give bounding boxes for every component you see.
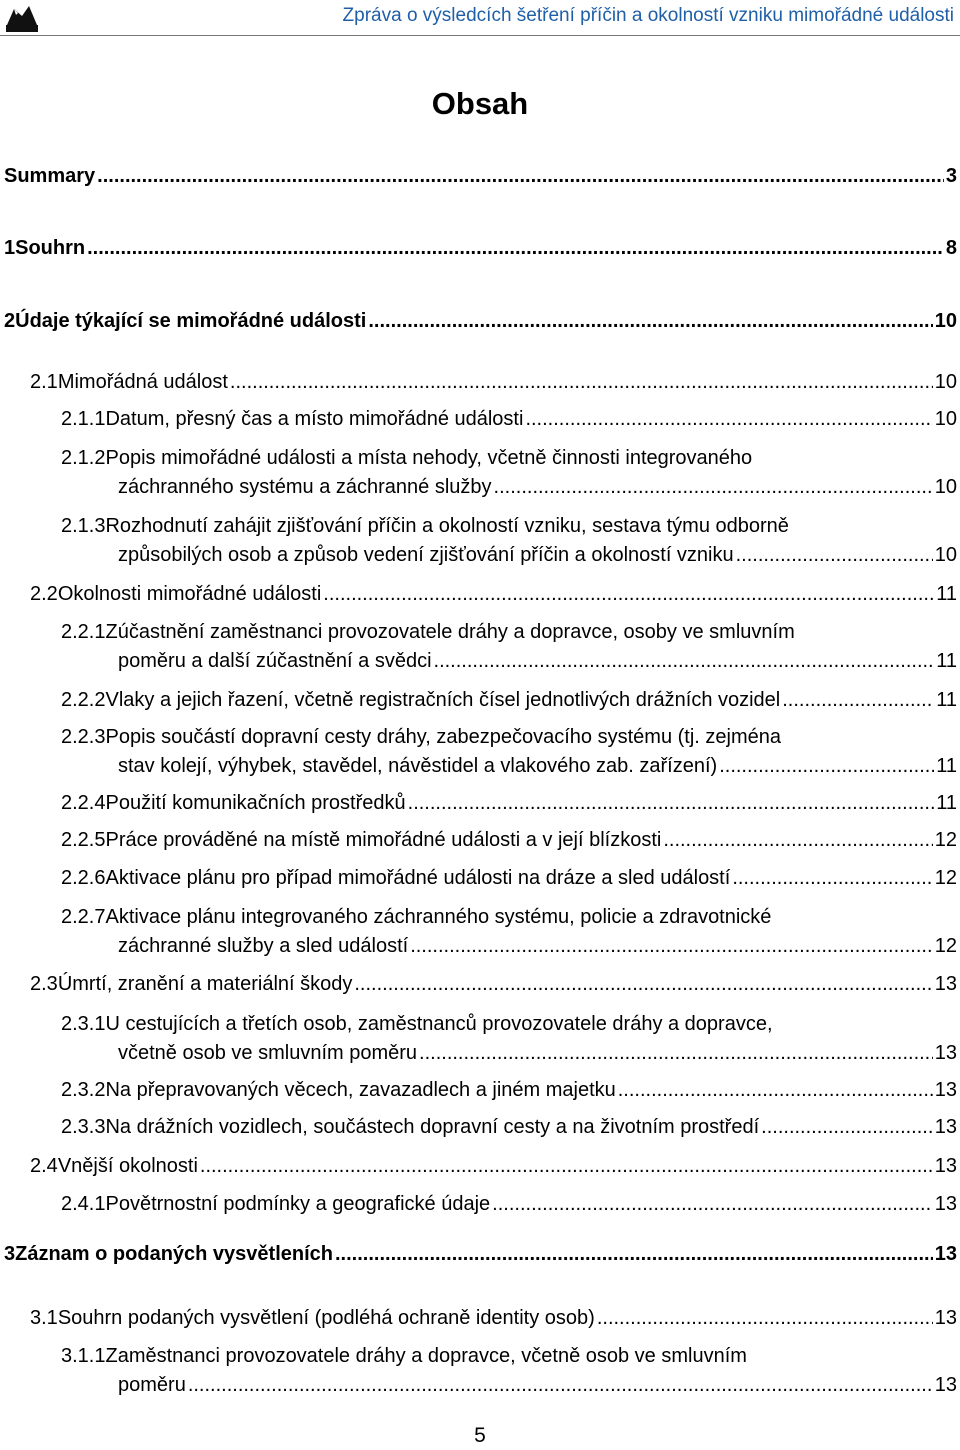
toc-entry-number: 2.4.1: [61, 1193, 106, 1215]
toc-entry-line: [61, 473, 957, 502]
toc-entry-number: 2.4: [30, 1155, 58, 1177]
toc-dot-leader: [335, 1240, 933, 1269]
toc-entry-number: 2.1.3: [61, 515, 106, 537]
toc-entry-title: Okolnosti mimořádné události: [57, 583, 322, 605]
toc-entry[interactable]: [61, 512, 957, 570]
toc-entry-page: 11: [936, 792, 957, 814]
toc-entry-title: Úmrtí, zranění a materiální škody: [57, 973, 353, 995]
toc-entry-title: stav kolejí, výhybek, stavědel, návěstidel a vlakového zab. zařízení): [118, 755, 718, 777]
toc-entry-page: 13: [934, 973, 957, 995]
toc-entry[interactable]: [61, 864, 957, 893]
toc-dot-leader: [87, 234, 944, 263]
toc-dot-leader: [492, 1190, 933, 1219]
toc-entry-line: [61, 1039, 957, 1068]
toc-dot-leader: [525, 405, 932, 434]
toc-entry-line: [30, 1304, 957, 1333]
toc-entry[interactable]: [61, 1076, 957, 1105]
toc-dot-leader: [368, 307, 932, 336]
toc-entry-title: Datum, přesný čas a místo mimořádné události: [105, 408, 524, 430]
toc-entry-page: 11: [936, 583, 957, 605]
toc-entry-line: [61, 1113, 957, 1142]
toc-entry-page: 11: [936, 689, 957, 711]
toc-entry[interactable]: [61, 405, 957, 434]
toc-entry-page: 13: [934, 1042, 957, 1064]
toc-dot-leader: [618, 1076, 933, 1105]
toc-entry-title: Údaje týkající se mimořádné události: [15, 310, 367, 332]
toc-dot-leader: [419, 1039, 933, 1068]
toc-entry-page: 10: [934, 476, 957, 498]
toc-entry-number: 2.3.3: [61, 1116, 106, 1138]
toc-entry-title: Povětrnostní podmínky a geografické údaje: [105, 1193, 491, 1215]
toc-entry-page: 11: [936, 755, 957, 777]
toc-entry[interactable]: [61, 686, 957, 715]
toc-entry-line: [61, 1190, 957, 1219]
toc-entry[interactable]: [61, 1113, 957, 1142]
toc-dot-leader: [719, 752, 934, 781]
toc-entry-line: [30, 368, 957, 397]
toc-entry-line: [61, 1371, 957, 1400]
toc-entry[interactable]: [61, 903, 957, 961]
toc-dot-leader: [408, 789, 935, 818]
toc-entry-page: 10: [934, 408, 957, 430]
toc-dot-leader: [782, 686, 934, 715]
toc-entry-page: 10: [934, 544, 957, 566]
toc-entry-number: 2: [4, 310, 16, 332]
toc-entry[interactable]: [61, 444, 957, 502]
toc-entry-number: 2.3: [30, 973, 58, 995]
toc-entry-number: 2.3.1: [61, 1013, 106, 1035]
toc-entry-line: [61, 723, 957, 752]
toc-entry-title: poměru a další zúčastnění a svědci: [118, 650, 432, 672]
toc-entry-title: Zaměstnanci provozovatele dráhy a dopravce, včetně osob ve smluvním: [105, 1345, 747, 1367]
toc-entry-number: 2.3.2: [61, 1079, 106, 1101]
toc-entry-title: Souhrn: [15, 237, 86, 259]
toc-entry-page: 10: [934, 371, 957, 393]
toc-entry-line: [4, 162, 957, 191]
toc-dot-leader: [736, 541, 933, 570]
toc-entry-title: způsobilých osob a způsob vedení zjišťování příčin a okolností vzniku: [118, 544, 734, 566]
toc-entry-line: [61, 405, 957, 434]
toc-entry-title: Rozhodnutí zahájit zjišťování příčin a okolností vzniku, sestava týmu odborně: [105, 515, 789, 537]
toc-entry[interactable]: [4, 234, 957, 263]
toc-entry-line: [30, 580, 957, 609]
toc-entry-title: Mimořádná událost: [57, 371, 228, 393]
toc-dot-leader: [597, 1304, 933, 1333]
toc-entry-page: 13: [934, 1079, 957, 1101]
toc-entry-title: Aktivace plánu pro případ mimořádné události na dráze a sled událostí: [105, 867, 731, 889]
toc-entry-title: Zúčastnění zaměstnanci provozovatele dráhy a dopravce, osoby ve smluvním: [105, 621, 795, 643]
toc-entry-page: 13: [934, 1155, 957, 1177]
toc-entry-page: 13: [934, 1116, 957, 1138]
toc-entry[interactable]: [61, 1010, 957, 1068]
toc-entry-line: [61, 686, 957, 715]
toc-entry-line: [61, 1342, 957, 1371]
toc-entry[interactable]: [61, 789, 957, 818]
toc-entry-line: [61, 932, 957, 961]
toc-entry-number: 2.2.2: [61, 689, 106, 711]
toc-entry-number: 3: [4, 1243, 16, 1265]
toc-entry-title: U cestujících a třetích osob, zaměstnanců provozovatele dráhy a dopravce,: [105, 1013, 773, 1035]
toc-dot-leader: [200, 1152, 933, 1181]
toc-entry-page: 10: [934, 310, 957, 332]
toc-entry-page: 12: [934, 867, 957, 889]
toc-entry-title: Na přepravovaných věcech, zavazadlech a jiném majetku: [105, 1079, 616, 1101]
toc-entry-title: včetně osob ve smluvním poměru: [118, 1042, 418, 1064]
toc-dot-leader: [434, 647, 935, 676]
toc-dot-leader: [97, 162, 944, 191]
toc-entry-number: 2.1.1: [61, 408, 106, 430]
toc-entry[interactable]: [4, 1240, 957, 1269]
toc-entry-title: Vnější okolnosti: [57, 1155, 198, 1177]
toc-entry-title: záchranného systému a záchranné služby: [118, 476, 492, 498]
toc-entry-line: [61, 444, 957, 473]
toc-entry-page: 12: [934, 935, 957, 957]
toc-entry-page: 13: [934, 1243, 957, 1265]
toc-entry-line: [61, 864, 957, 893]
toc-entry-title: Souhrn podaných vysvětlení (podléhá ochraně identity osob): [57, 1307, 595, 1329]
toc-entry-title: Na drážních vozidlech, součástech dopravní cesty a na životním prostředí: [105, 1116, 760, 1138]
toc-entry-number: 2.2: [30, 583, 58, 605]
toc-dot-leader: [323, 580, 934, 609]
header-divider: [0, 35, 960, 36]
toc-entry-title: Záznam o podaných vysvětleních: [15, 1243, 333, 1265]
toc-entry-line: [61, 618, 957, 647]
toc-entry[interactable]: [61, 826, 957, 855]
toc-entry[interactable]: [4, 307, 957, 336]
toc-entry[interactable]: [30, 1304, 957, 1333]
toc-entry-line: [61, 541, 957, 570]
toc-dot-leader: [230, 368, 933, 397]
toc-dot-leader: [494, 473, 933, 502]
page-header: [0, 0, 960, 40]
toc-dot-leader: [410, 932, 933, 961]
toc-entry-page: 3: [945, 165, 957, 187]
toc-entry-line: [4, 1240, 957, 1269]
toc-entry-title: Popis součástí dopravní cesty dráhy, zabezpečovacího systému (tj. zejména: [105, 726, 782, 748]
page-number: 5: [474, 1424, 486, 1447]
toc-entry[interactable]: [61, 723, 957, 781]
toc-entry-title: Aktivace plánu integrovaného záchranného systému, policie a zdravotnické: [105, 906, 772, 928]
toc-entry-line: [61, 826, 957, 855]
toc-entry-number: 1: [4, 237, 16, 259]
toc-entry-page: 12: [934, 829, 957, 851]
toc-entry-title: Vlaky a jejich řazení, včetně registračních čísel jednotlivých drážních vozidel: [105, 689, 781, 711]
toc-dot-leader: [732, 864, 932, 893]
header-title: Zpráva o výsledcích šetření příčin a okolností vzniku mimořádné události: [342, 5, 954, 26]
toc-entry-line: [30, 970, 957, 999]
toc-entry-line: [61, 1010, 957, 1039]
toc-entry-page: 13: [934, 1374, 957, 1396]
toc-entry-line: [61, 789, 957, 818]
toc-entry-line: [30, 1152, 957, 1181]
toc-dot-leader: [188, 1371, 933, 1400]
toc-entry-title: poměru: [118, 1374, 186, 1396]
toc-entry-line: [4, 234, 957, 263]
toc-entry-line: [4, 307, 957, 336]
toc-entry-number: 2.2.7: [61, 906, 106, 928]
toc-entry-line: [61, 512, 957, 541]
toc-entry-number: 2.2.6: [61, 867, 106, 889]
toc-entry-page: 8: [945, 237, 957, 259]
toc-entry-page: 13: [934, 1193, 957, 1215]
drazni-inspekce-logo: [4, 3, 40, 33]
toc-entry-title: Použití komunikačních prostředků: [105, 792, 406, 814]
toc-entry-line: [61, 903, 957, 932]
toc-entry-number: 3.1: [30, 1307, 58, 1329]
toc-entry[interactable]: [30, 580, 957, 609]
toc-entry[interactable]: [61, 1342, 957, 1400]
toc-entry-line: [61, 752, 957, 781]
toc-entry-title: záchranné služby a sled událostí: [118, 935, 409, 957]
toc-entry-number: 2.2.4: [61, 792, 106, 814]
toc-dot-leader: [354, 970, 932, 999]
toc-dot-leader: [663, 826, 932, 855]
toc-entry[interactable]: [30, 1152, 957, 1181]
toc-entry[interactable]: [61, 618, 957, 676]
toc-entry-line: [61, 647, 957, 676]
toc-entry-number: 2.2.5: [61, 829, 106, 851]
toc-entry-number: 2.1.2: [61, 447, 106, 469]
toc-entry-line: [61, 1076, 957, 1105]
toc-title: Obsah: [431, 86, 529, 121]
toc-entry-title: Summary: [4, 165, 96, 187]
toc-entry[interactable]: [61, 1190, 957, 1219]
toc-entry[interactable]: [30, 368, 957, 397]
toc-entry[interactable]: [4, 162, 957, 191]
toc-dot-leader: [761, 1113, 933, 1142]
toc-entry-page: 11: [936, 650, 957, 672]
toc-entry-title: Popis mimořádné události a místa nehody, včetně činnosti integrovaného: [105, 447, 753, 469]
toc-entry-title: Práce prováděné na místě mimořádné události a v její blízkosti: [105, 829, 662, 851]
toc-entry-page: 13: [934, 1307, 957, 1329]
toc-entry-number: 3.1.1: [61, 1345, 106, 1367]
toc-entry-number: 2.2.3: [61, 726, 106, 748]
toc-entry-number: 2.1: [30, 371, 58, 393]
toc-entry[interactable]: [30, 970, 957, 999]
toc-entry-number: 2.2.1: [61, 621, 106, 643]
